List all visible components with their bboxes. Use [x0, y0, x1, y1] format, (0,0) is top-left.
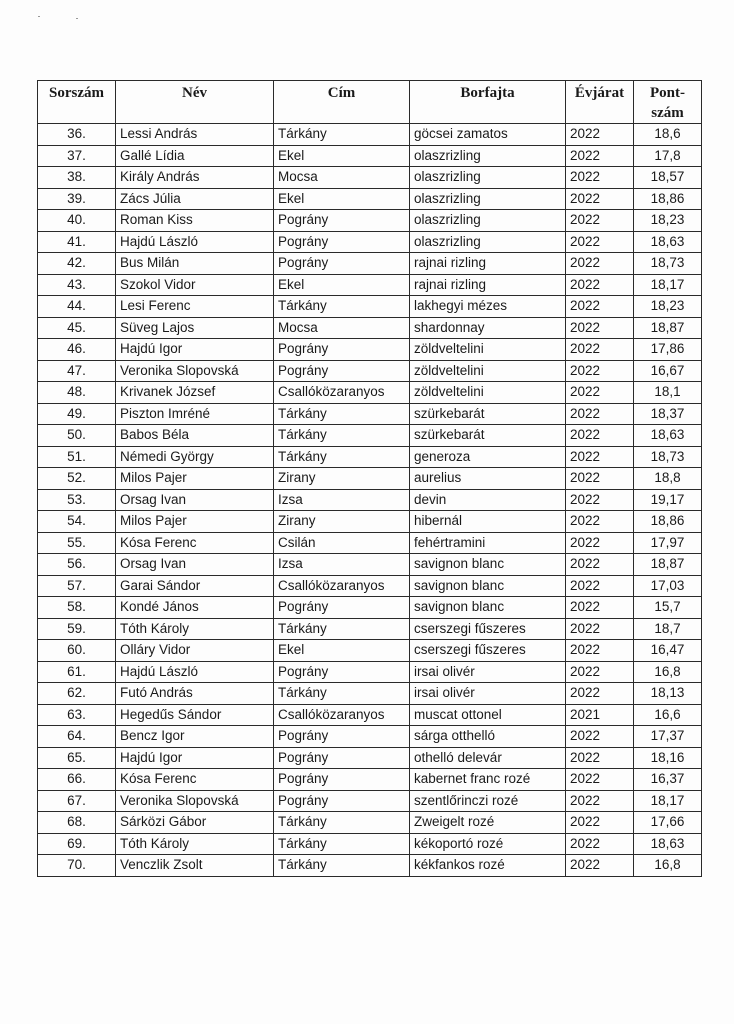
row-score: 18,73	[634, 253, 702, 275]
row-name: Hajdú László	[116, 661, 274, 683]
row-vintage: 2022	[566, 188, 634, 210]
row-variety: irsai olivér	[410, 683, 566, 705]
row-number: 46.	[38, 339, 116, 361]
table-row	[38, 683, 702, 705]
row-vintage: 2022	[566, 640, 634, 662]
row-variety: savignon blanc	[410, 575, 566, 597]
row-name: Süveg Lajos	[116, 317, 274, 339]
row-address: Pográny	[274, 253, 410, 275]
row-vintage: 2022	[566, 382, 634, 404]
scan-speck	[76, 18, 78, 19]
row-address: Ekel	[274, 145, 410, 167]
row-number: 39.	[38, 188, 116, 210]
row-name: Hajdú Igor	[116, 747, 274, 769]
row-number: 70.	[38, 855, 116, 877]
row-address: Tárkány	[274, 833, 410, 855]
header-borfajta: Borfajta	[410, 81, 566, 124]
row-name: Bus Milán	[116, 253, 274, 275]
row-vintage: 2022	[566, 833, 634, 855]
row-variety: othelló delevár	[410, 747, 566, 769]
table-row	[38, 253, 702, 275]
row-score: 18,13	[634, 683, 702, 705]
row-variety: muscat ottonel	[410, 704, 566, 726]
row-score: 18,16	[634, 747, 702, 769]
row-number: 44.	[38, 296, 116, 318]
row-score: 17,86	[634, 339, 702, 361]
row-score: 18,8	[634, 468, 702, 490]
row-vintage: 2022	[566, 812, 634, 834]
row-address: Ekel	[274, 640, 410, 662]
row-score: 17,8	[634, 145, 702, 167]
row-number: 69.	[38, 833, 116, 855]
row-score: 17,66	[634, 812, 702, 834]
row-vintage: 2022	[566, 296, 634, 318]
row-vintage: 2022	[566, 231, 634, 253]
row-vintage: 2022	[566, 210, 634, 232]
row-address: Tárkány	[274, 403, 410, 425]
row-name: Orsag Ivan	[116, 554, 274, 576]
table-row	[38, 618, 702, 640]
row-variety: irsai olivér	[410, 661, 566, 683]
row-address: Ekel	[274, 274, 410, 296]
row-name: Zács Júlia	[116, 188, 274, 210]
row-name: Venczlik Zsolt	[116, 855, 274, 877]
row-name: Tóth Károly	[116, 833, 274, 855]
row-number: 68.	[38, 812, 116, 834]
row-variety: shardonnay	[410, 317, 566, 339]
row-variety: olaszrizling	[410, 145, 566, 167]
row-variety: szürkebarát	[410, 403, 566, 425]
row-score: 18,23	[634, 210, 702, 232]
row-variety: savignon blanc	[410, 554, 566, 576]
row-number: 65.	[38, 747, 116, 769]
header-pontszam-line2: szám	[651, 105, 684, 121]
row-score: 19,17	[634, 489, 702, 511]
table-row	[38, 296, 702, 318]
row-score: 18,73	[634, 446, 702, 468]
row-vintage: 2022	[566, 618, 634, 640]
row-number: 38.	[38, 167, 116, 189]
row-address: Zirany	[274, 468, 410, 490]
row-score: 17,97	[634, 532, 702, 554]
row-score: 17,03	[634, 575, 702, 597]
row-vintage: 2022	[566, 532, 634, 554]
row-address: Pográny	[274, 597, 410, 619]
row-name: Orsag Ivan	[116, 489, 274, 511]
table-row	[38, 210, 702, 232]
row-address: Pográny	[274, 210, 410, 232]
row-address: Tárkány	[274, 425, 410, 447]
row-address: Pográny	[274, 790, 410, 812]
row-name: Lessi András	[116, 124, 274, 146]
row-vintage: 2022	[566, 124, 634, 146]
header-cim: Cím	[274, 81, 410, 124]
row-variety: rajnai rizling	[410, 274, 566, 296]
row-vintage: 2022	[566, 683, 634, 705]
row-number: 48.	[38, 382, 116, 404]
row-variety: kabernet franc rozé	[410, 769, 566, 791]
row-address: Tárkány	[274, 618, 410, 640]
row-address: Tárkány	[274, 124, 410, 146]
table-row	[38, 532, 702, 554]
table-row	[38, 704, 702, 726]
row-variety: kékfankos rozé	[410, 855, 566, 877]
table-body	[38, 124, 702, 877]
row-vintage: 2022	[566, 339, 634, 361]
row-variety: aurelius	[410, 468, 566, 490]
row-number: 43.	[38, 274, 116, 296]
table-row	[38, 167, 702, 189]
table-row	[38, 489, 702, 511]
row-vintage: 2022	[566, 425, 634, 447]
row-address: Pográny	[274, 661, 410, 683]
row-score: 18,57	[634, 167, 702, 189]
header-evjarat: Évjárat	[566, 81, 634, 124]
row-address: Mocsa	[274, 167, 410, 189]
header-row	[38, 81, 702, 124]
row-vintage: 2022	[566, 769, 634, 791]
row-variety: hibernál	[410, 511, 566, 533]
table-row	[38, 446, 702, 468]
row-number: 56.	[38, 554, 116, 576]
row-name: Hajdú László	[116, 231, 274, 253]
table-row	[38, 317, 702, 339]
row-variety: sárga otthelló	[410, 726, 566, 748]
row-address: Csallóközaranyos	[274, 704, 410, 726]
row-name: Roman Kiss	[116, 210, 274, 232]
row-name: Krivanek József	[116, 382, 274, 404]
row-number: 36.	[38, 124, 116, 146]
row-number: 59.	[38, 618, 116, 640]
row-vintage: 2022	[566, 661, 634, 683]
table-row	[38, 640, 702, 662]
row-score: 18,87	[634, 554, 702, 576]
row-variety: savignon blanc	[410, 597, 566, 619]
row-variety: szürkebarát	[410, 425, 566, 447]
row-score: 16,8	[634, 855, 702, 877]
table-row	[38, 145, 702, 167]
row-address: Izsa	[274, 554, 410, 576]
table-row	[38, 597, 702, 619]
row-vintage: 2022	[566, 145, 634, 167]
row-vintage: 2022	[566, 167, 634, 189]
table-row	[38, 769, 702, 791]
row-variety: szentlőrinczi rozé	[410, 790, 566, 812]
row-name: Olláry Vidor	[116, 640, 274, 662]
row-score: 16,37	[634, 769, 702, 791]
row-vintage: 2022	[566, 446, 634, 468]
row-name: Babos Béla	[116, 425, 274, 447]
row-variety: olaszrizling	[410, 167, 566, 189]
row-vintage: 2022	[566, 360, 634, 382]
row-name: Kósa Ferenc	[116, 532, 274, 554]
row-number: 61.	[38, 661, 116, 683]
scan-speck	[38, 16, 40, 17]
row-address: Pográny	[274, 726, 410, 748]
row-number: 41.	[38, 231, 116, 253]
row-number: 50.	[38, 425, 116, 447]
table-row	[38, 747, 702, 769]
row-address: Tárkány	[274, 812, 410, 834]
table-row	[38, 812, 702, 834]
row-number: 63.	[38, 704, 116, 726]
row-score: 18,7	[634, 618, 702, 640]
row-address: Pográny	[274, 231, 410, 253]
row-score: 18,86	[634, 188, 702, 210]
row-address: Pográny	[274, 339, 410, 361]
table-row	[38, 425, 702, 447]
row-vintage: 2022	[566, 403, 634, 425]
row-number: 45.	[38, 317, 116, 339]
table-row	[38, 274, 702, 296]
row-name: Hegedűs Sándor	[116, 704, 274, 726]
row-score: 18,63	[634, 425, 702, 447]
row-score: 16,67	[634, 360, 702, 382]
row-number: 67.	[38, 790, 116, 812]
row-variety: fehértramini	[410, 532, 566, 554]
row-address: Tárkány	[274, 296, 410, 318]
row-score: 16,47	[634, 640, 702, 662]
row-variety: rajnai rizling	[410, 253, 566, 275]
row-vintage: 2022	[566, 274, 634, 296]
row-address: Csilán	[274, 532, 410, 554]
table-row	[38, 661, 702, 683]
row-variety: kékoportó rozé	[410, 833, 566, 855]
header-nev: Név	[116, 81, 274, 124]
row-score: 15,7	[634, 597, 702, 619]
row-name: Hajdú Igor	[116, 339, 274, 361]
row-number: 54.	[38, 511, 116, 533]
row-name: Milos Pajer	[116, 511, 274, 533]
row-vintage: 2022	[566, 790, 634, 812]
row-address: Tárkány	[274, 446, 410, 468]
row-number: 37.	[38, 145, 116, 167]
row-score: 18,63	[634, 231, 702, 253]
table-row	[38, 382, 702, 404]
row-address: Tárkány	[274, 855, 410, 877]
row-number: 40.	[38, 210, 116, 232]
table-row	[38, 575, 702, 597]
row-number: 62.	[38, 683, 116, 705]
row-variety: Zweigelt rozé	[410, 812, 566, 834]
row-score: 18,17	[634, 790, 702, 812]
row-score: 16,8	[634, 661, 702, 683]
table-row	[38, 403, 702, 425]
table-row	[38, 360, 702, 382]
header-pontszam	[634, 81, 702, 124]
table-row	[38, 188, 702, 210]
row-variety: cserszegi fűszeres	[410, 640, 566, 662]
row-name: Király András	[116, 167, 274, 189]
row-number: 53.	[38, 489, 116, 511]
row-address: Pográny	[274, 747, 410, 769]
table-row	[38, 124, 702, 146]
row-address: Izsa	[274, 489, 410, 511]
row-vintage: 2021	[566, 704, 634, 726]
table-row	[38, 726, 702, 748]
row-variety: zöldveltelini	[410, 382, 566, 404]
row-score: 18,63	[634, 833, 702, 855]
row-vintage: 2022	[566, 575, 634, 597]
row-number: 52.	[38, 468, 116, 490]
row-name: Veronika Slopovská	[116, 790, 274, 812]
table-row	[38, 790, 702, 812]
row-vintage: 2022	[566, 747, 634, 769]
row-address: Csallóközaranyos	[274, 575, 410, 597]
table-row	[38, 554, 702, 576]
row-address: Tárkány	[274, 683, 410, 705]
row-name: Szokol Vidor	[116, 274, 274, 296]
row-score: 18,17	[634, 274, 702, 296]
row-name: Gallé Lídia	[116, 145, 274, 167]
row-number: 57.	[38, 575, 116, 597]
row-vintage: 2022	[566, 468, 634, 490]
row-variety: devin	[410, 489, 566, 511]
row-address: Ekel	[274, 188, 410, 210]
row-score: 18,1	[634, 382, 702, 404]
table-row	[38, 511, 702, 533]
row-number: 55.	[38, 532, 116, 554]
wine-results-table	[37, 80, 702, 877]
row-address: Mocsa	[274, 317, 410, 339]
row-score: 17,37	[634, 726, 702, 748]
row-variety: olaszrizling	[410, 188, 566, 210]
row-variety: lakhegyi mézes	[410, 296, 566, 318]
row-name: Milos Pajer	[116, 468, 274, 490]
row-vintage: 2022	[566, 317, 634, 339]
row-vintage: 2022	[566, 253, 634, 275]
row-number: 42.	[38, 253, 116, 275]
row-variety: generoza	[410, 446, 566, 468]
row-score: 18,6	[634, 124, 702, 146]
row-vintage: 2022	[566, 511, 634, 533]
row-variety: zöldveltelini	[410, 360, 566, 382]
row-name: Némedi György	[116, 446, 274, 468]
header-sorszam: Sorszám	[38, 81, 116, 124]
row-number: 47.	[38, 360, 116, 382]
row-score: 18,37	[634, 403, 702, 425]
row-variety: olaszrizling	[410, 210, 566, 232]
row-address: Pográny	[274, 769, 410, 791]
row-number: 64.	[38, 726, 116, 748]
row-name: Kondé János	[116, 597, 274, 619]
row-name: Tóth Károly	[116, 618, 274, 640]
table-row	[38, 231, 702, 253]
row-score: 16,6	[634, 704, 702, 726]
row-name: Veronika Slopovská	[116, 360, 274, 382]
row-score: 18,23	[634, 296, 702, 318]
row-name: Bencz Igor	[116, 726, 274, 748]
row-variety: göcsei zamatos	[410, 124, 566, 146]
row-number: 60.	[38, 640, 116, 662]
table-row	[38, 855, 702, 877]
row-variety: cserszegi fűszeres	[410, 618, 566, 640]
row-number: 58.	[38, 597, 116, 619]
header-pontszam-line1: Pont-	[650, 85, 685, 101]
row-vintage: 2022	[566, 554, 634, 576]
row-name: Lesi Ferenc	[116, 296, 274, 318]
row-name: Futó András	[116, 683, 274, 705]
row-vintage: 2022	[566, 855, 634, 877]
row-name: Garai Sándor	[116, 575, 274, 597]
row-vintage: 2022	[566, 726, 634, 748]
row-number: 51.	[38, 446, 116, 468]
row-score: 18,87	[634, 317, 702, 339]
row-name: Piszton Imréné	[116, 403, 274, 425]
row-number: 49.	[38, 403, 116, 425]
row-vintage: 2022	[566, 489, 634, 511]
row-number: 66.	[38, 769, 116, 791]
row-variety: olaszrizling	[410, 231, 566, 253]
row-vintage: 2022	[566, 597, 634, 619]
table-row	[38, 468, 702, 490]
row-name: Kósa Ferenc	[116, 769, 274, 791]
table-row	[38, 339, 702, 361]
row-address: Pográny	[274, 360, 410, 382]
row-score: 18,86	[634, 511, 702, 533]
table-row	[38, 833, 702, 855]
row-address: Zirany	[274, 511, 410, 533]
row-address: Csallóközaranyos	[274, 382, 410, 404]
row-variety: zöldveltelini	[410, 339, 566, 361]
row-name: Sárközi Gábor	[116, 812, 274, 834]
